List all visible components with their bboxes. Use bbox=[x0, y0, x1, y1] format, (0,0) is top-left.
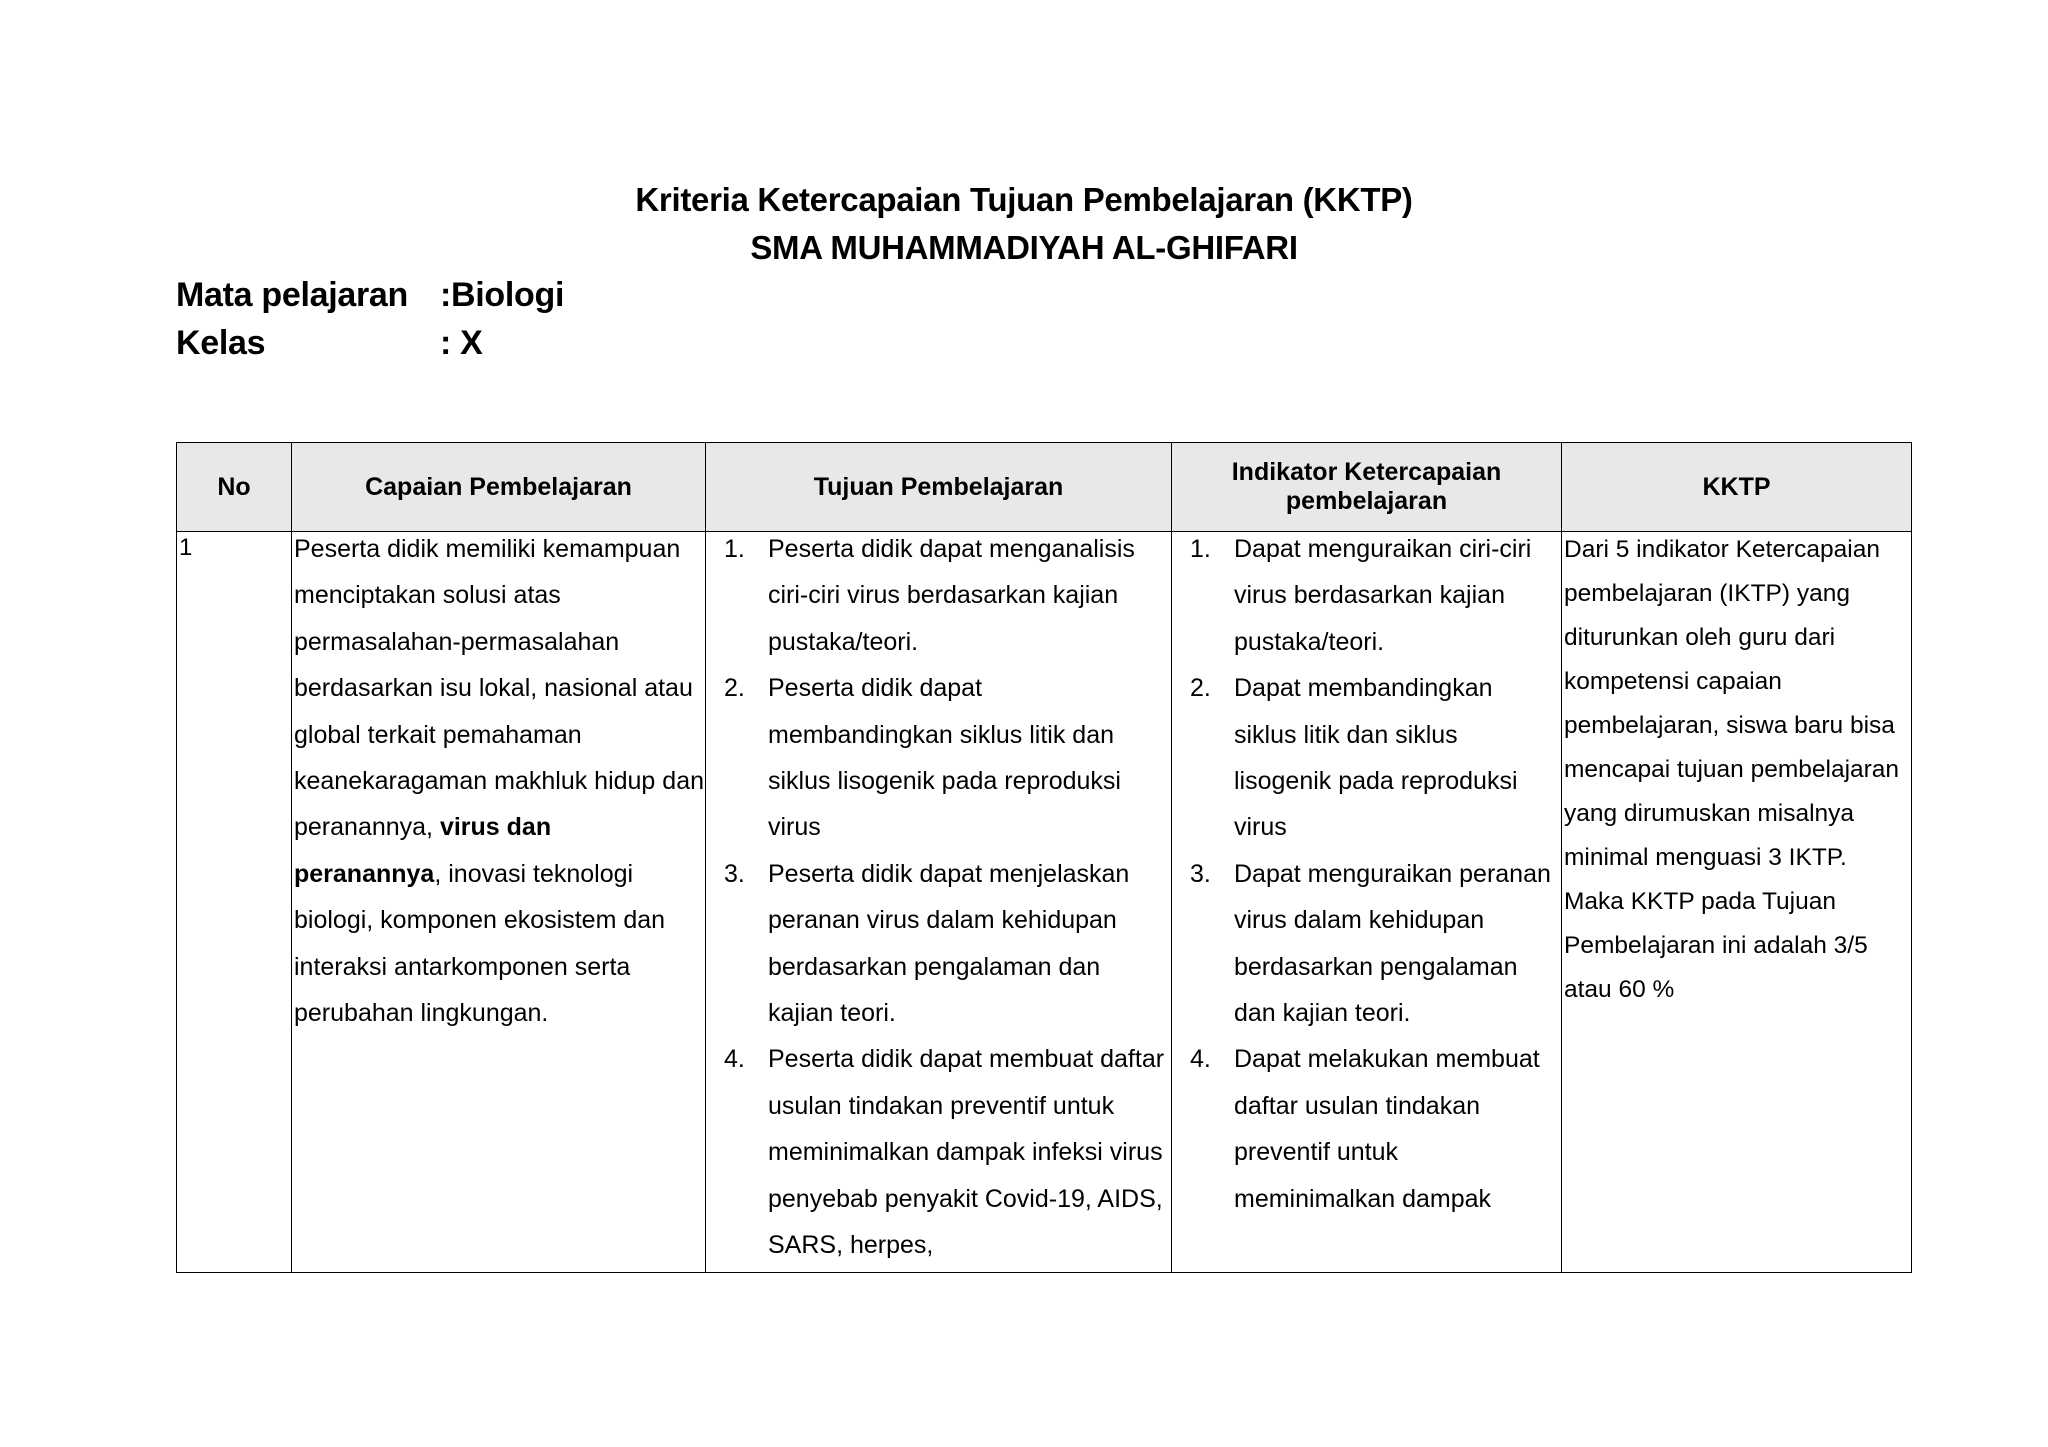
cell-no bbox=[177, 532, 292, 1273]
cell-kktp bbox=[1562, 532, 1912, 1273]
list-item: 3. Peserta didik dapat menjelaskan peranan virus dalam kehidupan berdasarkan pengalaman dan kajian teori. bbox=[724, 859, 1130, 1028]
row-number: 1 bbox=[179, 534, 193, 561]
tujuan-list bbox=[706, 526, 1171, 1269]
subject-value: Biologi bbox=[451, 276, 565, 314]
table-row bbox=[177, 532, 1912, 1273]
cell-tujuan-pembelajaran bbox=[706, 532, 1172, 1273]
list-item: 1. Dapat menguraikan ciri-ciri virus berdasarkan kajian pustaka/teori. bbox=[1190, 535, 1532, 656]
list-item: 4. Dapat melakukan membuat daftar usulan tindakan preventif untuk meminimalkan dampak bbox=[1190, 1045, 1540, 1213]
kktp-table bbox=[176, 442, 1912, 1273]
class-value: X bbox=[451, 324, 483, 362]
header-tujuan-pembelajaran: Tujuan Pembelajaran bbox=[706, 443, 1172, 532]
list-item: 2. Dapat membandingkan siklus litik dan siklus lisogenik pada reproduksi virus bbox=[1190, 674, 1518, 842]
header-kktp: KKTP bbox=[1562, 443, 1912, 532]
school-name: SMA MUHAMMADIYAH AL-GHIFARI bbox=[750, 229, 1298, 266]
header-capaian-pembelajaran: Capaian Pembelajaran bbox=[292, 443, 706, 532]
table-header-row bbox=[177, 443, 1912, 532]
list-item: 4. Peserta didik dapat membuat daftar usulan tindakan preventif untuk meminimalkan dampak infeksi virus penyebab penyakit Covid-19, AIDS, SARS, herpes, bbox=[724, 1045, 1165, 1260]
subject-label: Mata pelajaran bbox=[176, 276, 409, 314]
cell-capaian-pembelajaran bbox=[292, 532, 706, 1273]
kktp-text: Dari 5 indikator Ketercapaian pembelajaran (IKTP) yang diturunkan oleh guru dari kompetensi capaian pembelajaran, siswa baru bisa mencapai tujuan pembelajaran yang dirumuskan misalnya minimal menguasi 3 IKTP. Maka KKTP pada Tujuan Pembelajaran ini adalah 3/5 atau 60 % bbox=[1564, 536, 1900, 1003]
capaian-text-part1: Peserta didik memiliki kemampuan menciptakan solusi atas permasalahan-permasalahan berdasarkan isu lokal, nasional atau global terkait pemahaman keanekaragaman makhluk hidup dan peranannya, bbox=[294, 535, 704, 842]
list-item: 1. Peserta didik dapat menganalisis ciri-ciri virus berdasarkan kajian pustaka/teori. bbox=[724, 535, 1135, 656]
class-row bbox=[176, 320, 483, 366]
cell-indikator-ketercapaian bbox=[1172, 532, 1562, 1273]
subject-separator: : bbox=[440, 276, 452, 314]
document-title: Kriteria Ketercapaian Tujuan Pembelajaran (KKTP) bbox=[635, 181, 1413, 218]
capaian-text bbox=[292, 526, 705, 1036]
list-item: 3. Dapat menguraikan peranan virus dalam kehidupan berdasarkan pengalaman dan kajian teori. bbox=[1190, 859, 1551, 1028]
class-label: Kelas bbox=[176, 324, 266, 362]
capaian-text-bold: virus dan peranannya bbox=[294, 813, 552, 888]
header-indikator-ketercapaian: Indikator Ketercapaian pembelajaran bbox=[1172, 443, 1562, 532]
indikator-list bbox=[1172, 526, 1561, 1222]
capaian-text-part2: , inovasi teknologi biologi, komponen ekosistem dan interaksi antarkomponen serta perubahan lingkungan. bbox=[294, 859, 666, 1028]
list-item: 2. Peserta didik dapat membandingkan siklus litik dan siklus lisogenik pada reproduksi virus bbox=[724, 674, 1121, 842]
class-separator: : bbox=[440, 324, 452, 362]
subject-row bbox=[176, 272, 564, 318]
header-no: No bbox=[177, 443, 292, 532]
